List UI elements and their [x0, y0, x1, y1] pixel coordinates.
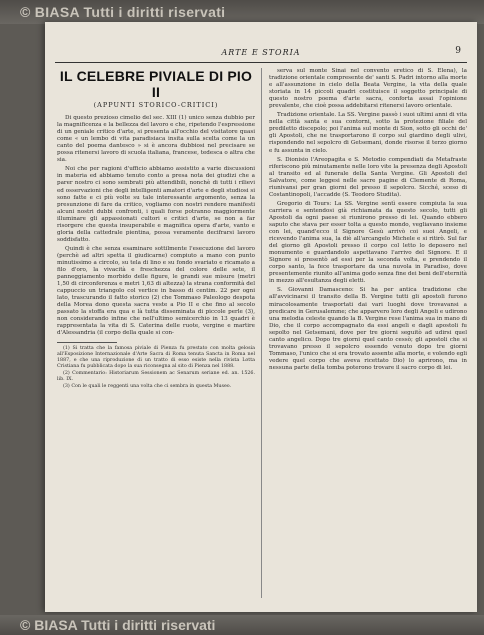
- right-column: [269, 68, 467, 598]
- page-number: 9: [455, 46, 461, 56]
- running-title: ARTE E STORIA: [55, 48, 467, 63]
- paragraph: S. Dionisio l'Areopagita e S. Metodio compendiati da Metafraste riferiscono più minutamente nelle loro vite la presenza degli Apostoli al transito ed al funerale della Santa Vergine. Gli Apostoli del Salvatore, come leggesi nelle sacre pagine di Clemente di Roma, riunivansi per gran giorni del presso il sepolcro. Sicché, sceso di Costantinopoli, l'accadde (S. Teodoro Studita).: [269, 156, 467, 198]
- paragraph: S. Giovanni Damasceno: Si ha per antica tradizione che all'avvicinarsi il transito della B. Vergine tutti gli apostoli furono miracolosamente trasportati dai vari luoghi dove trovavansi a predicare in Gerusalemme; che apparvero loro degli Angeli e udirono una melodia celeste quando la B. Vergine rese l'anima sua in mano di Dio, che il corpo accompagnato da essi angeli e dagli apostoli fu sepolto nel Getsemani, dove per tre giorni seguitò ad udirsi quel canto angelico. Dopo tre giorni quel canto cessò; gli apostoli che si trovavano presso il sepolcro essendo venuto dopo tre giorni Tommaso, l'unico che si era trovato assente alla morte, e volendo egli vedere quel corpo che aveva ricettato Dio) lo aprirono, ma in nessuna parte della tomba poterono trovare il sacro corpo di lei.: [269, 287, 467, 371]
- watermark-bottom: © BIASA Tutti i diritti riservati: [0, 615, 484, 635]
- article-subtitle: (APPUNTI STORICO-CRITICI): [93, 101, 219, 109]
- left-column: [57, 68, 255, 598]
- paragraph: Quindi è che senza esaminare sottilmente l'esecuzione del lavoro (perchè ad altri spetta il giudicarne) compiuto a mano con punto minutissimo a circolo, su tela di lino e su fondo svariato e ricamato a filo d'oro, la vivacità e freschezza del colore delle sete, il panneggiamento morbido delle figure, le grandi sue misure (metri 1,50 di circonferenza e metri 1,63 di altezza) la strana conformità del cappuccio un triangolo col vertice in basso di centim. 22 per ogni lato, trascurando il fatto storico (2) che Tommaso Paleologo despota della Morea dono questa sacra veste a Pio II e che fino al secolo passato la stoffa era qua e là tutta disseminata di piccole perle (3), non considerando infine che nell'ultimo semicerchio in 13 quadri è rappresentata la vita di S. Caterina delle ruote, vergine e martire d'Alessandria (il corpo della quale si con-: [57, 245, 255, 337]
- footnote: (3) Con le quali le reggenti una volta che ci sembra in questa Museo.: [63, 383, 232, 389]
- watermark-top: © BIASA Tutti i diritti riservati: [0, 0, 484, 24]
- document-page: [45, 22, 477, 612]
- paragraph: Noi che per ragioni d'ufficio abbiamo assistito a varie discussioni in materia ed abbiamo tenuto conto a presa nota dei giudizi che a parer nostro ci sono sembrati più attendibili, nonchè di tutti i rilievi ed osservazioni che degli intelligenti amatori d'arte e degli studiosi si sono fatte e ci più volte su tale interessante argomento, senza la presunzione di fare da critico, vogliamo con nostri rendere manifesti alcuni nostri dubbi confronti, i quali forse potranno maggiormente illuminare gli appassionati cultori e critici d'arte, se non a far risorgere che questa insuperabile e magnifica opera d'arte, vanto e gloria della cattedrale pientina, possa veramente decifrarsi lavoro soddisfatto.: [57, 166, 255, 243]
- column-divider: [261, 68, 262, 598]
- paragraph: Di questo prezioso cimelio del sec. XIII (1) unico senza dubbio per la magnificenza e la bellezza del lavoro e che, ripetendo l'espressione di un geniale critico d'arte, si presenta all'occhio del visitatore quasi come « un lembo di vita paradisiaca insita sulla scelta come la un canto del poema dantesco » si è ancora dubbiosi nel precisare se possa ritenersi lavoro di scuola italiana, francese, tedesca o altra che sia.: [57, 115, 255, 164]
- footnote-divider: [57, 342, 117, 343]
- footnote: (2) Commentario: Historiarum Sessionem ac Senarum seriane ed. an. 1526. lib. IX.: [57, 370, 255, 382]
- article-title: IL CELEBRE PIVIALE DI PIO II: [59, 68, 253, 100]
- paragraph: Gregorio di Tours: La SS. Vergine sentì essere compiuta la sua carriera e sentendosi già richiamata da questo secolo, tutti gli Apostoli da ogni paese si riunirono presso di lei. Quando ebbero saputo che stava per esser tolta a questo mondo, vegliavano insieme con lei, quand'ecco il Signore Gesù arrivò coi suoi Angeli, e ricevendo l'anima sua, la diè all'arcangelo Michele e si ritirò. Sul far del giorno gli Apostoli presso il corpo col letto lo deposero nel monumento e guardandolo aspettavano l'arrivo del Signore. E il Signore si presentò ad essi per la seconda volta, e prendendo il corpo santo, la fece trasportare da una nuvola in Paradiso, dove presentemente riunito all'anima godo senza fine dei beni dell'eternità in mezzo all'esultanza degli eletti.: [269, 200, 467, 285]
- paragraph: Tradizione orientale. La SS. Vergine passò i suoi ultimi anni di vita nella città santa e sua contorni, sotto la protezione filiale del prediletto discepolo; poi l'anima sul monte di Sion, sotto gli occhi de' gli Apostoli, che ne trasportarono il corpo sul giardino degli ulivi, rispondendo nel sepolcro di Getsemani, donde risorse il terzo giorno e fu assunta in cielo.: [269, 112, 467, 154]
- paragraph: serva sul monte Sinai nel convento eretico di S. Elena), la tradizione orientale compresente de' santi S. Padri intorno alla morte e all'assunzione in cielo della Beata Vergine, la vita della quale storiata in 14 piccoli quadri costituisce il soggetto principale di questo nostro poema d'arte sacra, conforta assai l'opinione prevalente, che cioè possa addebitarsi ritenersi lavoro orientale.: [269, 68, 467, 110]
- footnote: (1) Si tratta che la famosa piviale di Pienza fu prestato con molta gelosia all'Esposizione Internazionale d'Arte Sacra di Roma tenuta Sancta in Roma nel 1887, e che una riproduzione di un tratto di esso esiste nella rivista Lotta Cristiana fu pubblicata dopo la sua riconsegna al sito di Pienza nel 1888.: [57, 345, 255, 369]
